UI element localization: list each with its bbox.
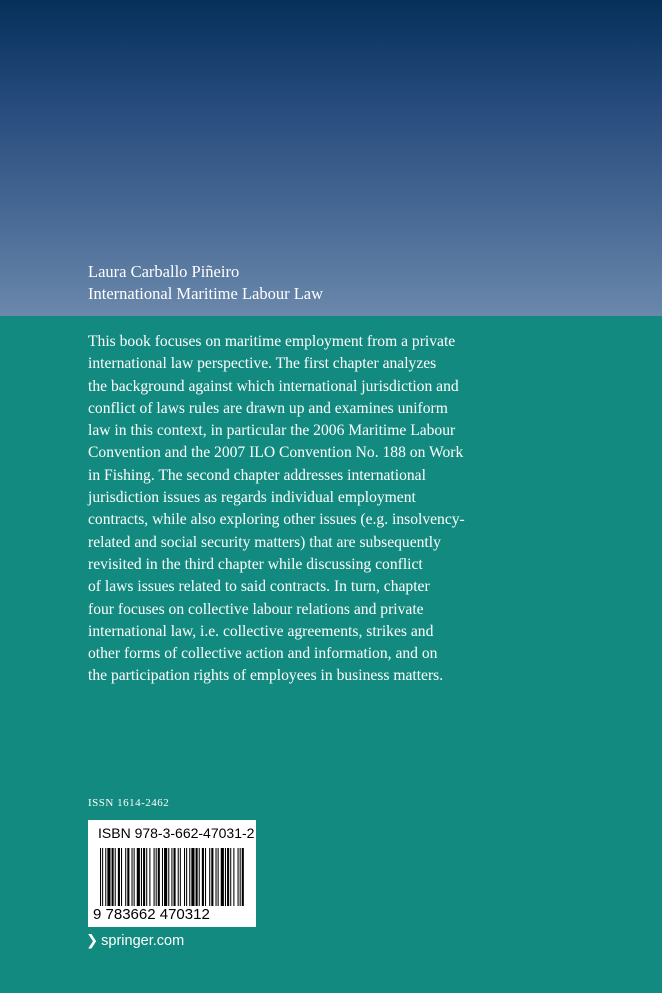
description-line: the participation rights of employees in business matters.: [88, 667, 444, 685]
description-line: This book focuses on maritime employment from a private: [88, 333, 456, 350]
description-line: law in this context, in particular the 2006 Maritime Labour: [88, 422, 456, 440]
book-title: International Maritime Labour Law: [88, 284, 324, 303]
description-line: international law, i.e. collective agreements, strikes and: [88, 622, 434, 640]
publisher-website[interactable]: [86, 933, 184, 949]
author-name: Laura Carballo Piñeiro: [88, 262, 240, 281]
description-line: conflict of laws rules are drawn up and examines uniform: [88, 399, 448, 417]
barcode-digits: 9 783662 470312: [93, 906, 210, 923]
barcode-bars: [100, 848, 244, 906]
description-line: four focuses on collective labour relations and private: [88, 600, 424, 618]
description-line: of laws issues related to said contracts. In turn, chapter: [88, 578, 430, 596]
book-description: [88, 331, 518, 688]
description-line: revisited in the third chapter while discussing conflict: [88, 555, 423, 573]
description-line: the background against which international jurisdiction and: [88, 377, 459, 395]
chevron-right-icon: ❯: [86, 933, 99, 949]
description-line: jurisdiction issues as regards individual employment: [88, 489, 416, 507]
description-line: international law perspective. The first chapter analyzes: [88, 355, 437, 373]
isbn-barcode: [88, 820, 256, 927]
isbn-label: ISBN 978-3-662-47031-2: [98, 825, 255, 841]
description-line: other forms of collective action and information, and on: [88, 645, 438, 663]
website-text: springer.com: [101, 933, 185, 949]
issn-label: ISSN 1614-2462: [88, 797, 170, 809]
description-line: related and social security matters) that are subsequently: [88, 533, 441, 551]
description-line: in Fishing. The second chapter addresses international: [88, 466, 426, 484]
description-line: Convention and the 2007 ILO Convention No. 188 on Work: [88, 444, 464, 462]
description-line: contracts, while also exploring other issues (e.g. insolvency-: [88, 511, 465, 529]
